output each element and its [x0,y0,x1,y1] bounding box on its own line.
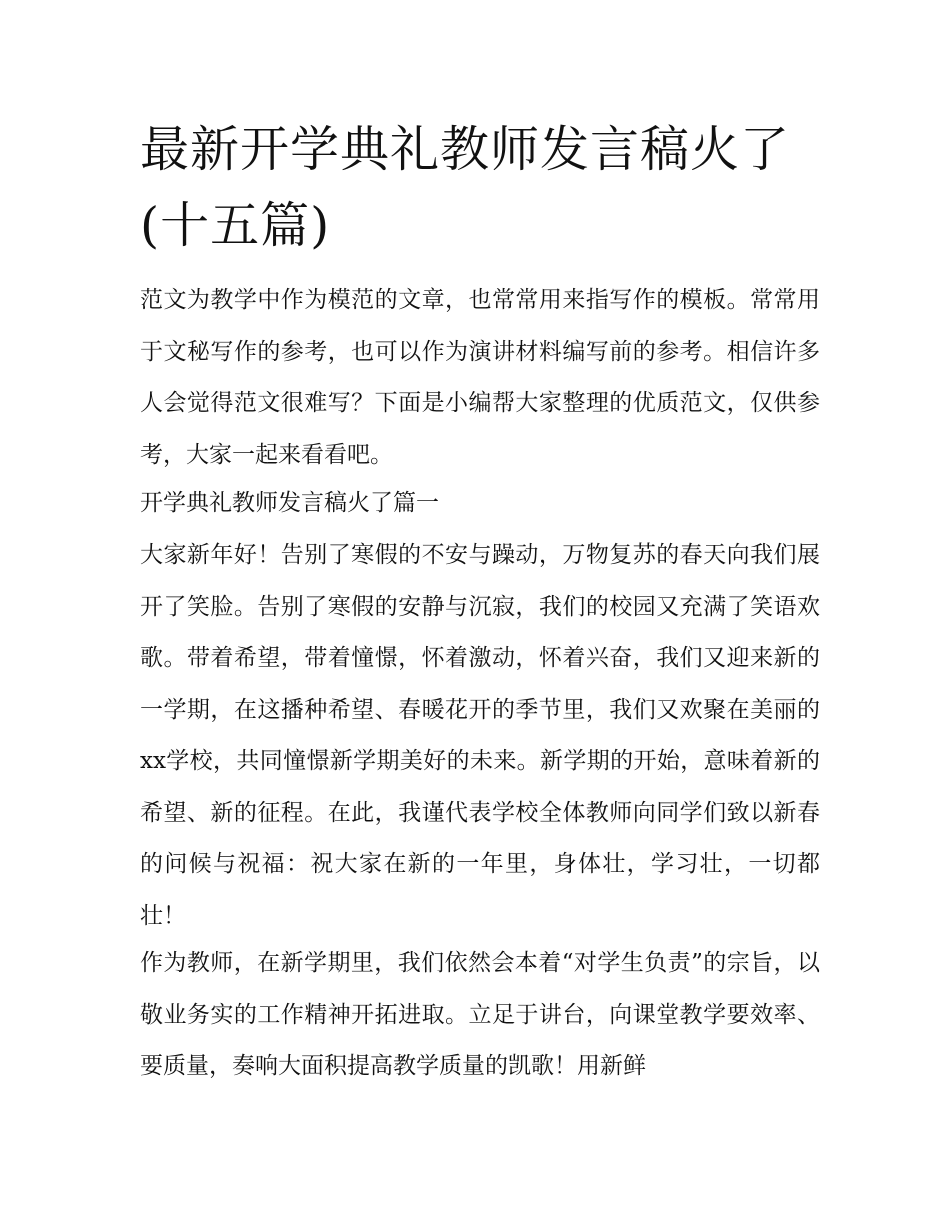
section-heading: 开学典礼教师发言稿火了篇一 [140,490,439,516]
document-title: 最新开学典礼教师发言稿火了(十五篇) [140,121,791,254]
body-paragraph-2: 作为教师，在新学期里，我们依然会本着“对学生负责”的宗旨，以敬业务实的工作精神开拓进取。立足于讲台，向课堂教学要效率、要质量，奏响大面积提高教学质量的凯歌！用新鲜 [140,950,820,1079]
body-paragraph-1: 大家新年好！告别了寒假的不安与躁动，万物复苏的春天向我们展开了笑脸。告别了寒假的安静与沉寂，我们的校园又充满了笑语欢歌。带着希望，带着憧憬，怀着激动，怀着兴奋，我们又迎来新的一学期，在这播种希望、春暖花开的季节里，我们又欢聚在美丽的xx学校，共同憧憬新学期美好的未来。新学期的开始，意味着新的希望、新的征程。在此，我谨代表学校全体教师向同学们致以新春的问候与祝福：祝大家在新的一年里，身体壮，学习壮，一切都壮！ [140,542,820,929]
intro-paragraph: 范文为教学中作为模范的文章，也常常用来指写作的模板。常常用于文秘写作的参考，也可以作为演讲材料编写前的参考。相信许多人会觉得范文很难写？下面是小编帮大家整理的优质范文，仅供参考，大家一起来看看吧。 [140,287,820,468]
